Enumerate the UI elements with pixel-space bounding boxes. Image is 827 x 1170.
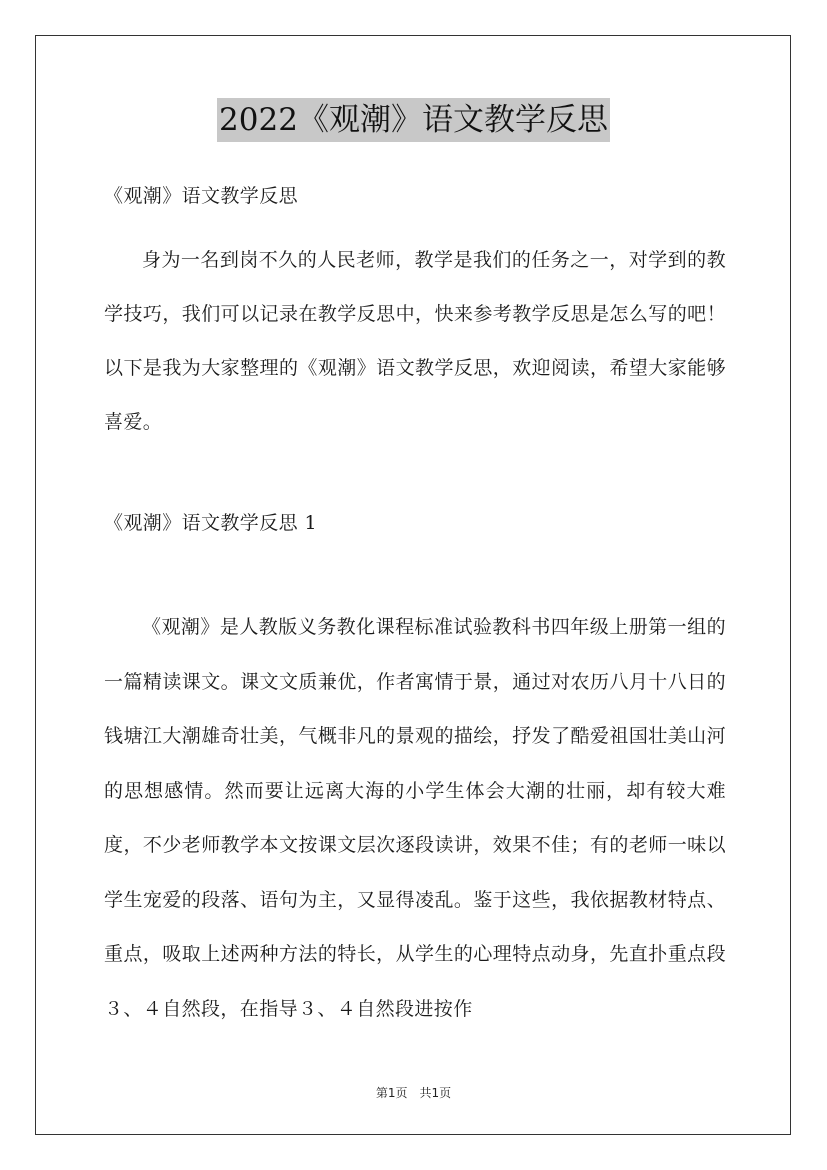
document-title: 2022《观潮》语文教学反思 [217, 98, 610, 142]
title-container [0, 98, 827, 142]
section-paragraph: 《观潮》是人教版义务教化课程标准试验教科书四年级上册第一组的一篇精读课文。课文文质兼优，作者寓情于景，通过对农历八月十八日的钱塘江大潮雄奇壮美，气概非凡的景观的描绘，抒发了酷爱祖国壮美山河的思想感情。然而要让远离大海的小学生体会大潮的壮丽，却有较大难度，不少老师教学本文按课文层次逐段读讲，效果不佳；有的老师一味以学生宠爱的段落、语句为主，又显得凌乱。鉴于这些，我依据教材特点、重点，吸取上述两种方法的特长，从学生的心理特点动身，先直扑重点段３、４自然段，在指导３、４自然段进按作 [104, 616, 726, 1020]
section-heading: 《观潮》语文教学反思 1 [104, 512, 317, 534]
document-subtitle: 《观潮》语文教学反思 [104, 185, 299, 207]
intro-paragraph: 身为一名到岗不久的人民老师，教学是我们的任务之一，对学到的教学技巧，我们可以记录在教学反思中，快来参考教学反思是怎么写的吧！以下是我为大家整理的《观潮》语文教学反思，欢迎阅读，希望大家能够喜爱。 [104, 249, 726, 433]
page-footer: 第1页 共1页 [375, 1086, 452, 1100]
